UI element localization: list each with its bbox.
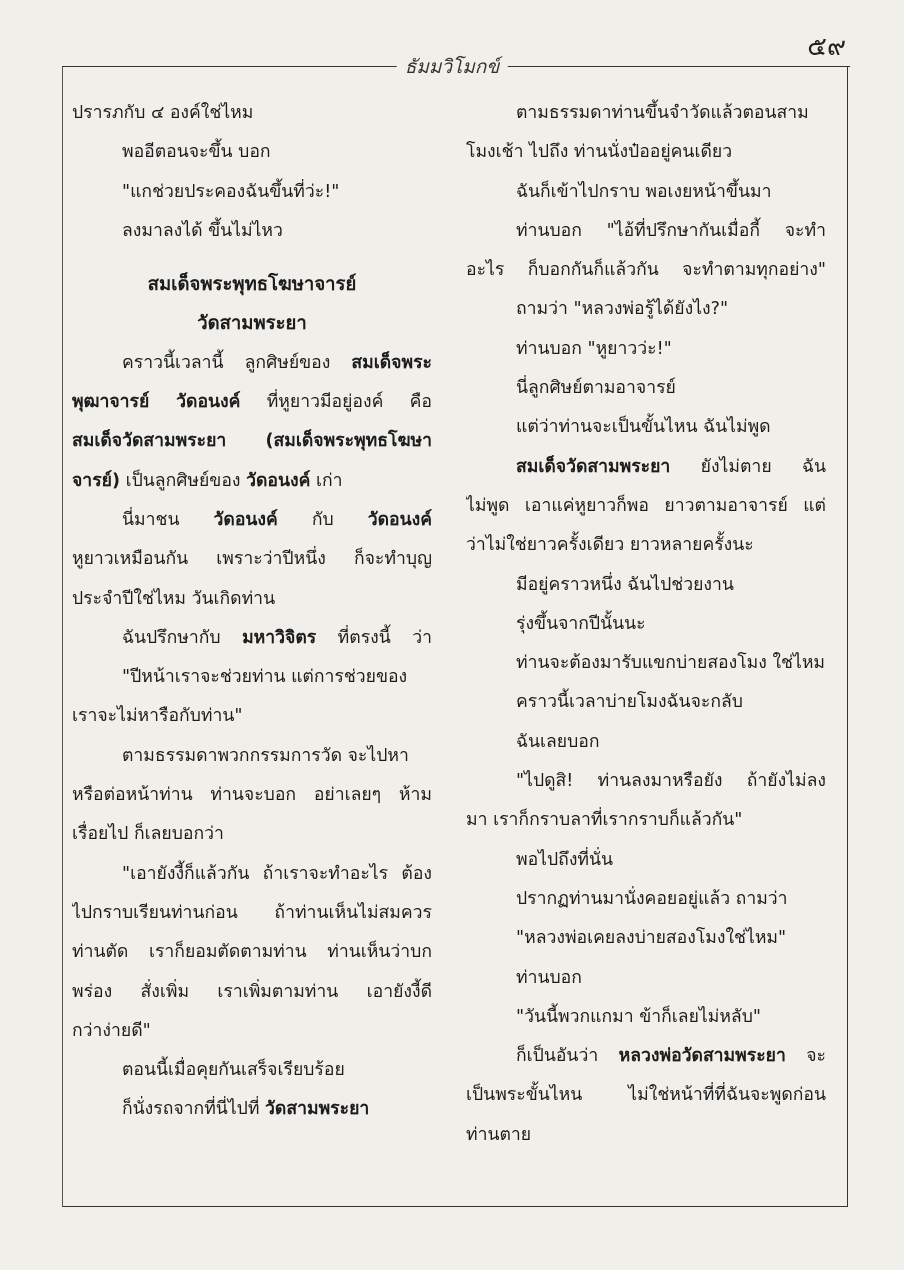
text-line: ถามว่า "หลวงพ่อรู้ได้ยังไง?"	[516, 299, 729, 320]
text-line: คราวนี้เวลาบ่ายโมงฉันจะกลับ	[516, 692, 743, 713]
text-line	[72, 422, 432, 461]
text-line: พอไปถึงที่นั่น	[516, 849, 614, 870]
text-line: ลงมาลงได้ ขึ้นไม่ไหว	[122, 220, 283, 241]
text-line	[466, 448, 826, 487]
text-line: อะไร ก็บอกกันก็แล้วกัน จะทำตามทุกอย่าง"	[466, 260, 826, 281]
bold-name: จารย์)	[72, 470, 120, 491]
text-line: ปรากฏท่านมานั่งคอยอยู่แล้ว ถามว่า	[516, 888, 788, 909]
text-line: ฉันก็เข้าไปกราบ พอเงยหน้าขึ้นมา	[516, 181, 772, 202]
text-line	[72, 1090, 432, 1129]
text-line: ไปกราบเรียนท่านก่อน ถ้าท่านเห็นไม่สมควร	[72, 902, 432, 923]
bold-name: วัดอนงค์	[213, 509, 278, 530]
text-span: จะ	[785, 1046, 826, 1067]
text-line: กว่าง่ายดี"	[72, 1020, 151, 1041]
text-line	[72, 619, 432, 658]
text-line	[72, 383, 432, 422]
text-line: เป็นพระขั้นไหน ไม่ใช่หน้าที่ที่ฉันจะพูดก่อน	[466, 1085, 826, 1106]
bold-name: สมเด็จวัดสามพระยา (สมเด็จพระพุทธโฆษา	[72, 431, 432, 452]
bold-name: พุฒาจารย์ วัดอนงค์	[72, 392, 241, 413]
text-line: ตามธรรมดาท่านขึ้นจำวัดแล้วตอนสาม	[516, 103, 809, 123]
text-line: ฉันเลยบอก	[516, 731, 600, 752]
bold-name: สมเด็จวัดสามพระยา	[516, 456, 671, 477]
text-span: คราวนี้เวลานี้ ลูกศิษย์ของ	[122, 352, 352, 373]
text-line: ว่าไม่ใช่ยาวครั้งเดียว ยาวหลายครั้งนะ	[466, 535, 754, 556]
text-span: ก็นั่งรถจากที่นี่ไปที่	[122, 1099, 266, 1120]
text-span: ก็เป็นอันว่า	[516, 1046, 619, 1067]
left-column	[72, 94, 432, 1130]
text-span: ฉันปรึกษากับ	[122, 627, 243, 648]
text-line: แต่ว่าท่านจะเป็นขั้นไหน ฉันไม่พูด	[516, 417, 771, 438]
text-span: ที่หูยาวมีอยู่องค์ คือ	[240, 392, 432, 413]
bold-name: วัดอนงค์	[367, 509, 432, 530]
text-line	[72, 462, 432, 501]
text-line: ท่านจะต้องมารับแขกบ่ายสองโมง ใช่ไหม	[516, 653, 826, 674]
text-line: "วันนี้พวกแกมา ข้าก็เลยไม่หลับ"	[516, 1006, 761, 1027]
bold-name: วัดสามพระยา	[265, 1099, 370, 1120]
text-line	[72, 344, 432, 383]
text-span: เป็นลูกศิษย์ของ	[120, 470, 247, 491]
text-span: นี่มาชน	[122, 509, 214, 530]
text-line: เรื่อยไป ก็เลยบอกว่า	[72, 824, 224, 845]
section-heading: สมเด็จพระพุทธโฆษาจารย์	[147, 274, 357, 296]
running-header: ธัมมวิโมกข์	[397, 52, 508, 82]
text-line: "ไปดูสิ! ท่านลงมาหรือยัง ถ้ายังไม่ลง	[516, 771, 826, 792]
text-line: นี่ลูกศิษย์ตามอาจารย์	[516, 378, 676, 399]
text-line: ไม่พูด เอาแค่หูยาวก็พอ ยาวตามอาจารย์ แต่	[466, 495, 826, 516]
text-line: "ปีหน้าเราจะช่วยท่าน แต่การช่วยของ	[122, 667, 408, 688]
text-line: "หลวงพ่อเคยลงบ่ายสองโมงใช่ไหม"	[516, 928, 787, 949]
text-line: รุ่งขึ้นจากปีนั้นนะ	[516, 613, 646, 634]
text-line: ปรารภกับ ๔ องค์ใช่ไหม	[72, 103, 254, 123]
text-line: ท่านตัด เราก็ยอมตัดตามท่าน ท่านเห็นว่าบก	[72, 942, 432, 963]
text-line: ตอนนี้เมื่อคุยกันเสร็จเรียบร้อย	[122, 1060, 345, 1081]
text-span: กับ	[277, 509, 368, 530]
text-line: ท่านบอก "ไอ้ที่ปรึกษากันเมื่อกี้ จะทำ	[516, 220, 826, 241]
text-line: ตามธรรมดาพวกกรรมการวัด จะไปหา	[122, 745, 409, 766]
text-line: มา เราก็กราบลาที่เรากราบก็แล้วกัน"	[466, 810, 743, 831]
bold-name: หลวงพ่อวัดสามพระยา	[618, 1046, 786, 1067]
text-line: โมงเช้า ไปถึง ท่านนั่งป๋ออยู่คนเดียว	[466, 142, 733, 163]
text-line: หูยาวเหมือนกัน เพราะว่าปีหนึ่ง ก็จะทำบุญ	[72, 549, 432, 570]
section-subheading: วัดสามพระยา	[197, 313, 307, 335]
text-span: เก่า	[310, 470, 343, 491]
right-column	[466, 94, 826, 1155]
text-line: ท่านตาย	[466, 1124, 532, 1145]
text-line: "เอายังงี้ก็แล้วกัน ถ้าเราจะทำอะไร ต้อง	[122, 863, 432, 884]
text-span: ที่ตรงนี้ ว่า	[316, 627, 432, 648]
text-line: ท่านบอก	[516, 967, 582, 988]
text-line: พออีตอนจะขึ้น บอก	[122, 142, 271, 163]
text-span: ยังไม่ตาย ฉัน	[670, 456, 826, 477]
bold-name: มหาวิจิตร	[242, 627, 317, 648]
text-line: ประจำปีใช่ไหม วันเกิดท่าน	[72, 588, 276, 609]
text-line: พร่อง สั่งเพิ่ม เราเพิ่มตามท่าน เอายังงี้ดี	[72, 981, 432, 1002]
text-line	[466, 1037, 826, 1076]
text-line: มีอยู่คราวหนึ่ง ฉันไปช่วยงาน	[516, 574, 734, 595]
text-line: หรือต่อหน้าท่าน ท่านจะบอก อย่าเลยๆ ห้าม	[72, 785, 432, 806]
text-line: "แกช่วยประคองฉันขึ้นที่ว่ะ!"	[122, 181, 340, 202]
text-line: ท่านบอก "หูยาวว่ะ!"	[516, 338, 672, 359]
bold-name: สมเด็จพระ	[351, 352, 432, 373]
text-line	[72, 501, 432, 540]
text-line: เราจะไม่หารือกับท่าน"	[72, 706, 243, 727]
bold-name: วัดอนงค์	[246, 470, 311, 491]
page-number: ๕๙	[807, 32, 846, 62]
section-gap	[72, 251, 432, 265]
